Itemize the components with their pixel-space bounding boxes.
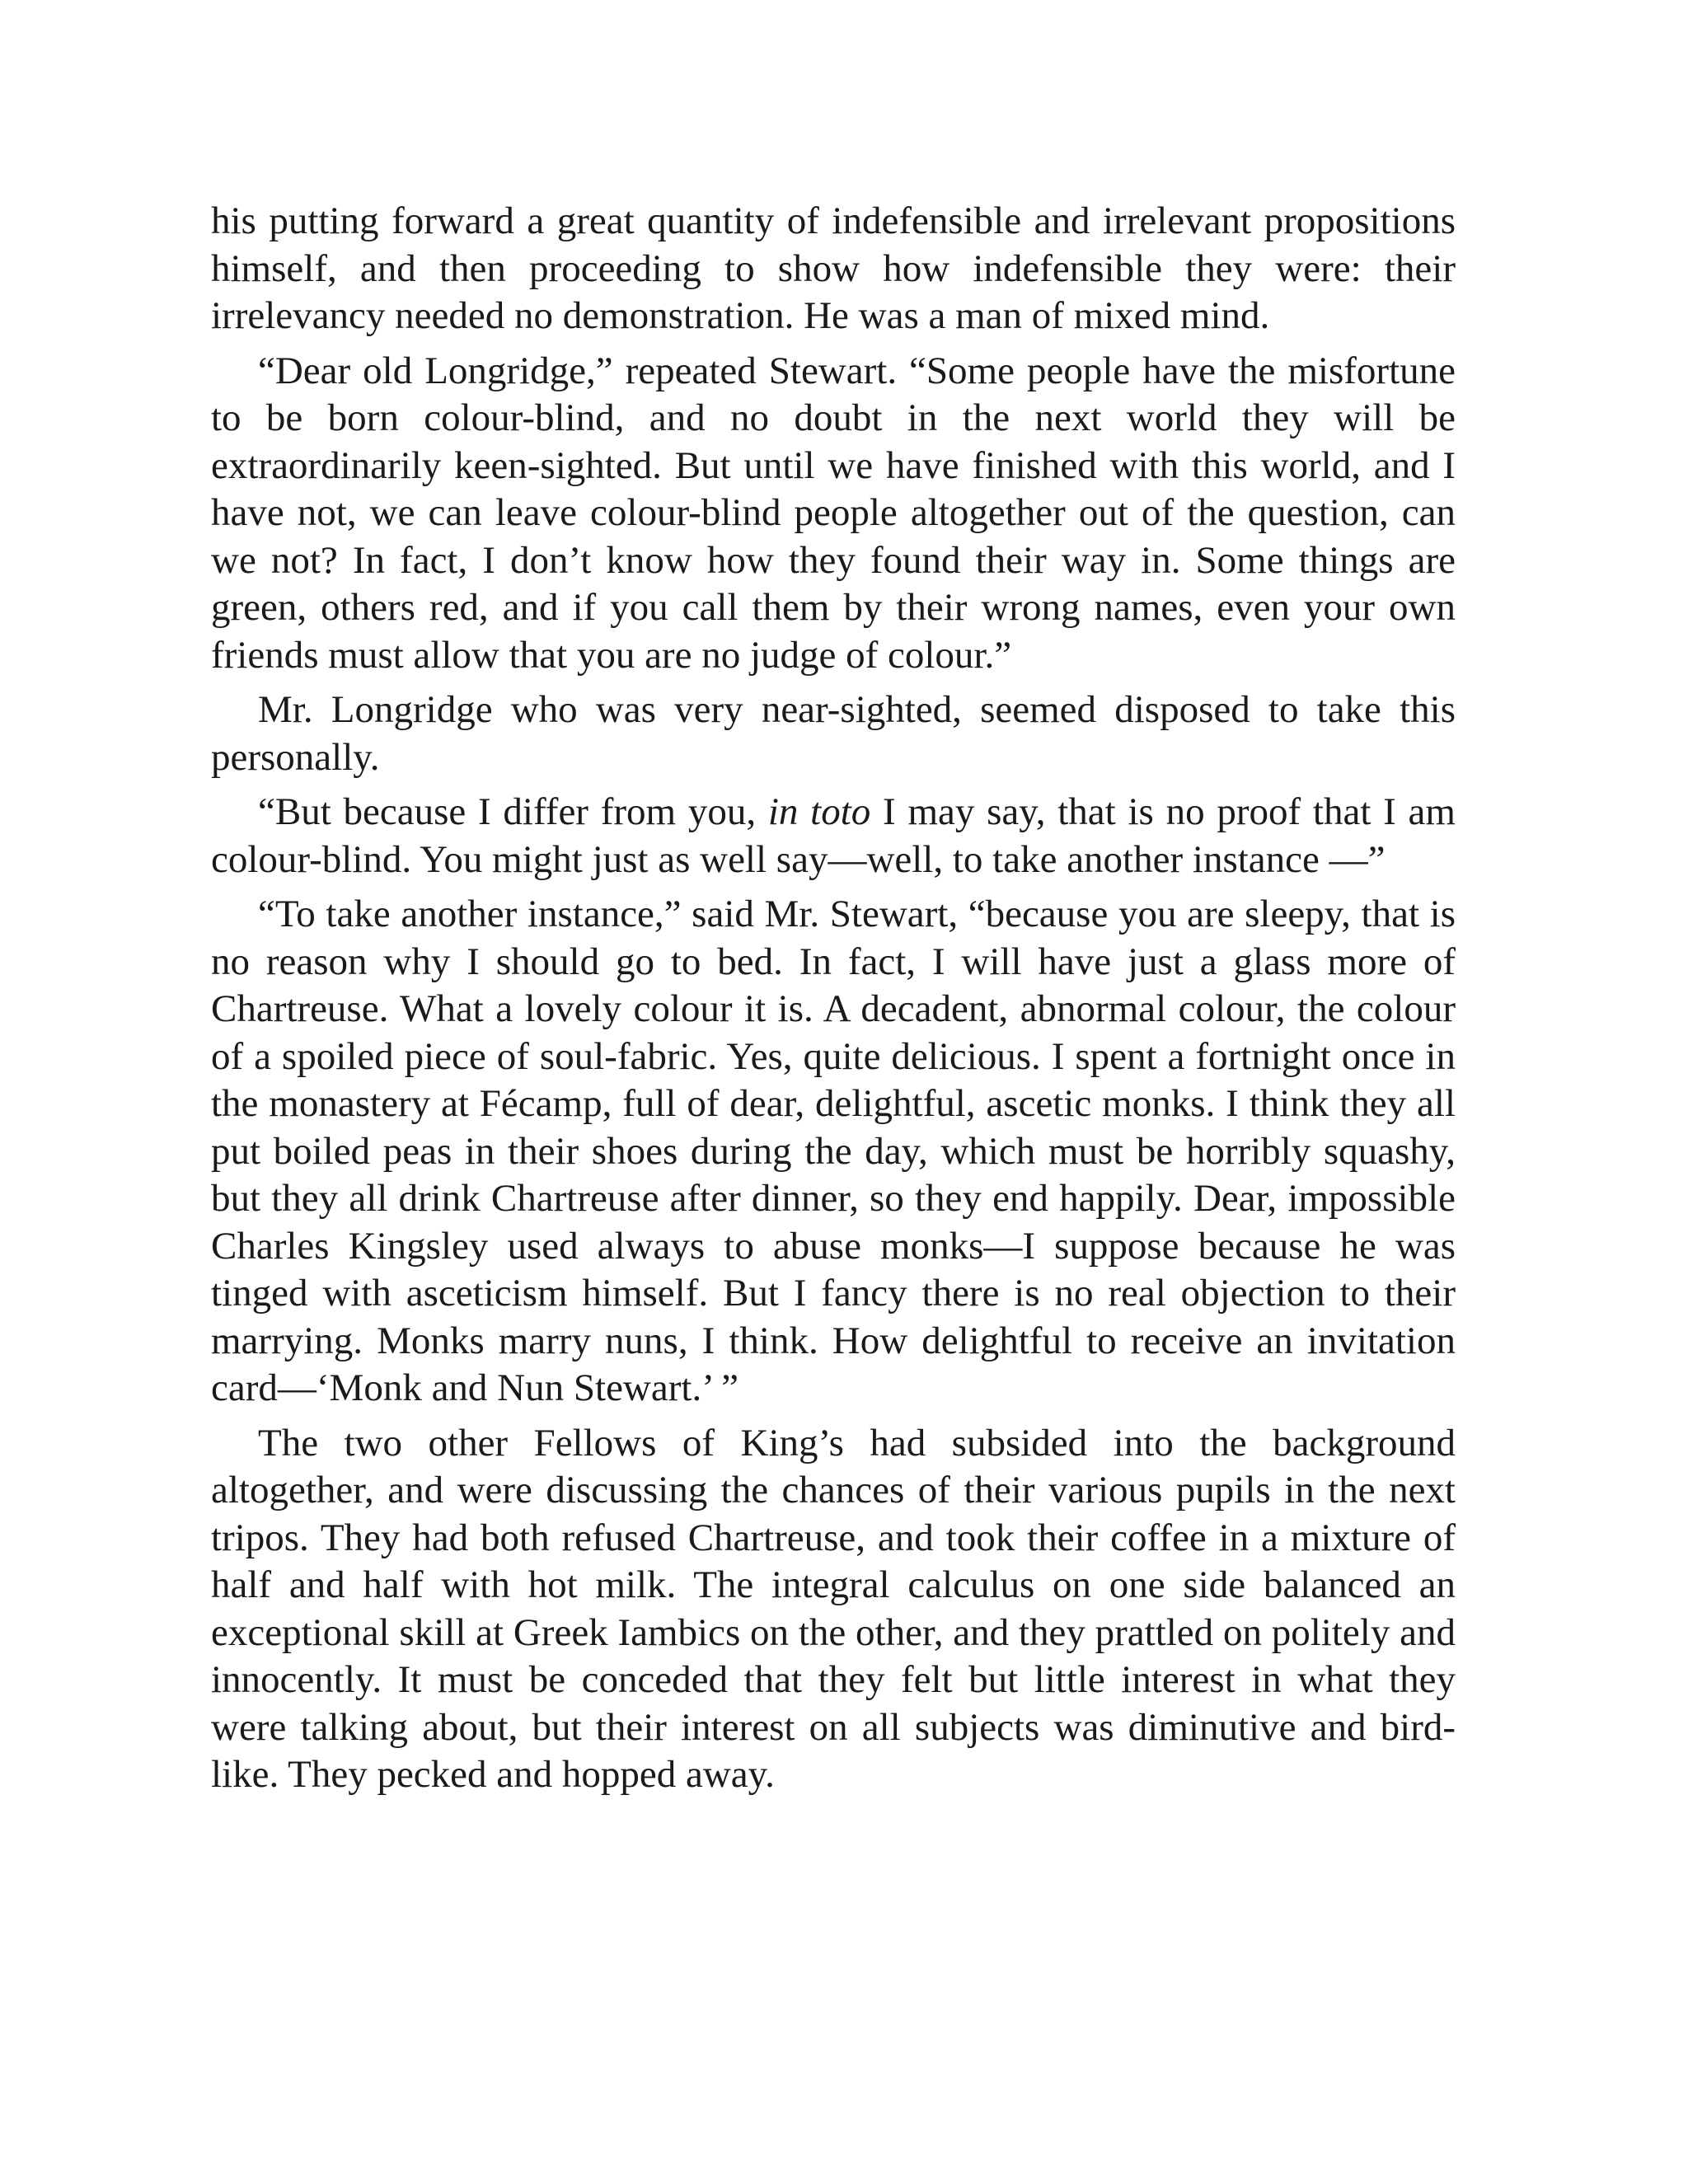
book-page [211, 198, 1456, 1807]
italic-phrase: in toto [767, 790, 871, 833]
paragraph-text: The two other Fellows of King’s had subsided into the background altogether, and were discussing the chances of their various pupils in the next tripos. They had both refused Chartreuse, and took their coffee in a mixture of half and half with hot milk. The integral calculus on one side balanced an exceptional skill at Greek Iambics on the other, and they prattled on politely and innocently. It must be conceded that they felt but little interest in what they were talking about, but their interest on all subjects was diminutive and bird-like. They pecked and hopped away. [211, 1421, 1456, 1796]
paragraph-text: “But because I differ from you, [258, 790, 768, 833]
paragraph-text: his putting forward a great quantity of indefensible and irrelevant propositions himself, and then proceeding to show how indefensible they were: their irrelevancy needed no demonstration. He was a man of mixed mind. [211, 199, 1456, 337]
paragraph-text: “Dear old Longridge,” repeated Stewart. “Some people have the misfortune to be born colour-blind, and no doubt in the next world they will be extraordinarily keen-sighted. But until we have finished with this world, and I have not, we can leave colour-blind people altogether out of the question, can we not? In fact, I don’t know how they found their way in. Some things are green, others red, and if you call them by their wrong names, even your own friends must allow that you are no judge of colour.” [211, 349, 1456, 677]
paragraph-text: “To take another instance,” said Mr. Stewart, “because you are sleepy, that is no reason why I should go to bed. In fact, I will have just a glass more of Chartreuse. What a lovely colour it is. A decadent, abnormal colour, the colour of a spoiled piece of soul-fabric. Yes, quite delicious. I spent a fortnight once in the monastery at Fécamp, full of dear, delightful, ascetic monks. I think they all put boiled peas in their shoes during the day, which must be horribly squashy, but they all drink Chartreuse after dinner, so they end happily. Dear, impossible Charles Kingsley used always to abuse monks—I suppose because he was tinged with asceticism himself. But I fancy there is no real objection to their marrying. Monks marry nuns, I think. How delightful to receive an invitation card—‘Monk and Nun Stewart.’ ” [211, 893, 1456, 1409]
paragraph-1 [211, 198, 1456, 340]
paragraph-text: Mr. Longridge who was very near-sighted, seemed disposed to take this personally. [211, 688, 1456, 779]
paragraph-5 [211, 891, 1456, 1413]
paragraph-3 [211, 687, 1456, 781]
paragraph-4 [211, 789, 1456, 883]
paragraph-6 [211, 1420, 1456, 1799]
paragraph-2 [211, 348, 1456, 680]
paragraph-text: I may say, that is no proof that I am colour-blind. You might just as well say—well, to take another instance —” [211, 790, 1456, 881]
